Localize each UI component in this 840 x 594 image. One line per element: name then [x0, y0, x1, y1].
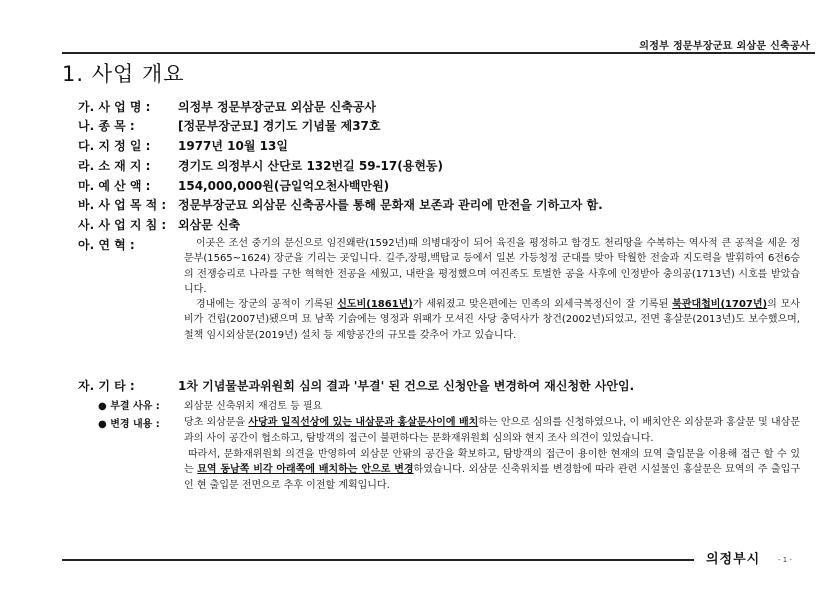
overview-location	[78, 157, 443, 174]
page-number: - 1 -	[778, 556, 792, 564]
monument-link-text: 북관대첩비(1707년)	[672, 299, 768, 311]
other-value: 1차 기념물분과위원회 심의 결과 '부결' 된 건으로 신청안을 변경하여 재신청한 사안임.	[178, 379, 635, 393]
overview-label: 가. 사 업 명 :	[78, 100, 151, 114]
other-label: 자. 기 타 :	[78, 379, 135, 393]
overview-value: [정문부장군묘] 경기도 기념물 제37호	[178, 119, 381, 133]
overview-label: 사. 사 업 지 침 :	[78, 218, 167, 232]
history-text-span: 의 모사비가 건립(2007년)됐으며 묘 남쪽 기슭에는 영정과 위패가 모셔진 사당 충덕사가 창건(2002년)되었고, 전면 홍살문(2013년)도 보수했으며, 철책 임시외삼문(2019년) 설치 등 제향공간의 규모를 갖추어 가고 있습니다.	[184, 299, 801, 341]
overview-label: 나. 종 목 :	[78, 119, 135, 133]
overview-purpose	[78, 196, 603, 213]
change-text-span: 하는 안으로 심의를 신청하였으나, 이 배치안은 외삼문과 홍살문 및 내삼문과의 사이 공간이 협소하고, 탐방객의 접근이 불편하다는 문화재위원회 심의와 현지 조사 의견이 있었습니다.	[184, 417, 800, 444]
history-text-span: 경내에는 장군의 공적이 기록된	[196, 299, 338, 311]
change-emphasis: 사당과 일직선상에 있는 내삼문과 홍살문사이에 배치	[248, 417, 479, 428]
change-details-text	[184, 415, 800, 494]
overview-category	[78, 117, 381, 134]
history-paragraph-1: 이곳은 조선 중기의 문신으로 임진왜란(1592년)때 의병대장이 되어 육진을 평정하고 함경도 천리땅을 수복하는 역사적 큰 공적을 세운 정문부(1565~1624) 장군을 기리는 곳입니다. 길주,장평,백탑교 등에서 일본 가등청정 군대를 맞아 탁월한 전술과 지도력을 발휘하여 6전6승의 전쟁승리로 나라를 구한 혁혁한 전공을 세웠고, 내란을 평정했으며 여진족도 토벌한 공을 사후에 인정받아 충의공(1713년) 시호를 받았습니다.	[184, 238, 800, 295]
overview-guideline	[78, 216, 240, 233]
overview-label: 다. 지 정 일 :	[78, 139, 151, 153]
change-paragraph-2	[184, 447, 800, 494]
overview-value: 외삼문 신축	[178, 218, 241, 232]
overview-designation-date	[78, 137, 288, 154]
overview-label: 라. 소 재 지 :	[78, 159, 151, 173]
overview-label: 마. 예 산 액 :	[78, 179, 151, 193]
history-paragraph-2	[184, 297, 800, 343]
history-label: 아. 연 혁 :	[78, 238, 135, 252]
overview-budget	[78, 177, 389, 194]
section-title: 1. 사업 개요	[62, 62, 185, 86]
other-note	[78, 377, 634, 394]
change-text-span: 따라서, 문화재위원회 의견을 반영하여 외삼문 안팎의 공간을 확보하고, 탐방객의 접근이 용이한 현재의 묘역 출입문을 이용해 접근 할 수 있는	[184, 448, 800, 476]
overview-value: 의정부 정문부장군묘 외삼문 신축공사	[178, 100, 377, 114]
history-text-span: 가 세워졌고 맞은편에는 민족의 외세극복정신이 잘 기록된	[412, 299, 673, 311]
change-text-span: 하였습니다. 외삼문 신축위치를 변경함에 따라 관련 시설물인 홍살문은 묘역의 주 출입구인 현 출입문 전면으로 추후 이전할 계획입니다.	[184, 464, 800, 492]
header-rule	[62, 52, 815, 54]
change-paragraph-1	[184, 415, 800, 447]
overview-value: 154,000,000원(금일억오천사백만원)	[178, 179, 390, 193]
footer-organization: 의정부시	[706, 552, 761, 567]
footer-rule	[62, 559, 694, 561]
overview-value: 경기도 의정부시 산단로 132번길 59-17(용현동)	[178, 159, 443, 173]
rejection-reason-text: 외삼문 신축위치 재검토 등 필요	[184, 401, 323, 412]
overview-value: 1977년 10월 13일	[178, 139, 288, 153]
rejection-reason-label: ● 부결 사유 :	[98, 401, 160, 412]
overview-project-name	[78, 98, 376, 115]
change-details-label: ● 변경 내용 :	[98, 419, 160, 430]
overview-value: 정문부장군묘 외삼문 신축공사를 통해 문화재 보존과 관리에 만전을 기하고자 함.	[178, 198, 603, 212]
document-header-title: 의정부 정문부장군묘 외삼문 신축공사	[639, 41, 810, 52]
history-text	[184, 236, 800, 343]
monument-link-text: 신도비(1861년)	[337, 299, 413, 311]
change-text-span: 당초 외삼문을	[184, 417, 249, 428]
overview-label: 바. 사 업 목 적 :	[78, 198, 167, 212]
change-emphasis: 묘역 동남쪽 비각 아래쪽에 배치하는 안으로 변경	[197, 464, 414, 476]
